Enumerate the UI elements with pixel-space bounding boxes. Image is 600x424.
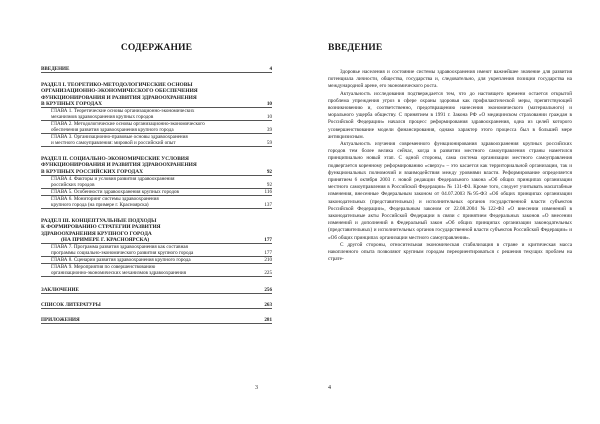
chapter-row: ГЛАВА 5. Особенности здравоохранения крупных городов 116 xyxy=(41,189,272,196)
toc-section-1 xyxy=(41,82,272,147)
chapter-line: ГЛАВА 7. Программа развития здравоохранения как составная xyxy=(51,244,188,251)
chapter-line: ГЛАВА 9. Мероприятия по совершенствованию xyxy=(51,264,156,271)
right-page xyxy=(300,0,600,424)
page-number: 4 xyxy=(328,385,331,391)
chapter-row: крупного города (на примере г. Красноярска) 137 xyxy=(41,202,272,209)
chapter-row: российских городов 92 xyxy=(41,182,272,189)
paragraph: Здоровье населения и состояние системы здравоохранения имеют важнейшее значение для развития потенциала личности, общества, государства и, следовательно, для укрепления позиции государства на международной арене, его экономического роста. xyxy=(328,69,572,90)
chapter-line: ГЛАВА 2. Методологические основы организационно-экономического xyxy=(51,121,205,128)
toc-chapter[interactable] xyxy=(41,189,272,196)
table-of-contents xyxy=(41,65,272,324)
section-title: РАЗДЕЛ III. КОНЦЕПТУАЛЬНЫЕ ПОДХОДЫ xyxy=(41,218,157,225)
section-title: ЗДРАВООХРАНЕНИЯ КРУПНОГО ГОРОДА xyxy=(41,230,152,237)
section-title: РАЗДЕЛ II. СОЦИАЛЬНО-ЭКОНОМИЧЕСКИЕ УСЛОВИЯ xyxy=(41,156,189,163)
chapter-row: ГЛАВА 8. Сценарии развития здравоохранения крупного города 210 xyxy=(41,257,272,264)
page-number: 3 xyxy=(255,385,258,391)
paragraph: С другой стороны, относительная экономическая стабилизация в стране и критическая масса накопленного опыта позволяют крупным городам переориентироваться с решения текущих проблем на страте- xyxy=(328,241,572,263)
toc-chapter[interactable] xyxy=(41,108,272,121)
section-title: ФУНКЦИОНИРОВАНИЯ И РАЗВИТИЯ ЗДРАВООХРАНЕНИЯ xyxy=(41,94,197,101)
toc-bottom-rows xyxy=(41,286,272,324)
toc-chapter[interactable] xyxy=(41,257,272,264)
chapter-row: программы социально-экономического развития крупного города 177 xyxy=(41,250,272,257)
toc-row-section[interactable]: В КРУПНЫХ ГОРОДАХ 10 xyxy=(41,100,272,108)
toc-chapter[interactable] xyxy=(41,196,272,209)
chapter-line: ГЛАВА 1. Теоретические основы организационно-экономических xyxy=(51,108,195,115)
section-title: ОРГАНИЗАЦИОННО-ЭКОНОМИЧЕСКОГО ОБЕСПЕЧЕНИЯ xyxy=(41,88,198,95)
chapter-row: обеспечения развития здравоохранения крупного города 39 xyxy=(41,127,272,134)
chapter-row: организационно-экономических механизмов здравоохранения 225 xyxy=(41,270,272,277)
toc-row-section[interactable]: (НА ПРИМЕРЕ Г. КРАСНОЯРСКА) 177 xyxy=(41,237,272,244)
toc-chapter[interactable] xyxy=(41,176,272,189)
toc-heading: СОДЕРЖАНИЕ xyxy=(120,42,193,53)
chapter-line: ГЛАВА 6. Мониторинг системы здравоохранения xyxy=(51,196,159,203)
toc-chapter[interactable] xyxy=(41,264,272,277)
introduction-heading: ВВЕДЕНИЕ xyxy=(328,42,383,53)
introduction-body xyxy=(328,69,572,263)
paragraph: Актуальность исследования подтверждается тем, что до настоящего времени остается открытой проблема упреждения угроз в сфере охраны здоровья как профилактической меры, препятствующей возникновению и, соответственно, предотвращению нанесения экономического (материального) и морального ущерба обществу. С принятием в 1991 г. Закона РФ «О медицинском страховании граждан в Российской Федерации» начался процесс реформирования здравоохранения, одна из целей которого усовершенствование модели финансирования, однако характер этого процесса был в большей мере антикризисным. xyxy=(328,90,572,140)
toc-row-section[interactable]: В КРУПНЫХ РОССИЙСКИХ ГОРОДАХ 92 xyxy=(41,168,272,176)
section-title: К ФОРМИРОВАНИЮ СТРАТЕГИИ РАЗВИТИЯ xyxy=(41,224,161,231)
chapter-line: ГЛАВА 4. Факторы и условия развития здравоохранения xyxy=(51,176,175,183)
paragraph: Актуальность изучения современного функционирования здравоохранения крупных российских городов тем более велика сейчас, когда в развитии местного самоуправления страны наметился принципиально новый этап. С одной стороны, сама система организации местного самоуправления подвергается коренному реформированию «сверху» – это касается как территориальной организации, так и функциональных полномочий и взаимодействия между уровнями власти. Реформирование определяется принятием 6 октября 2003 г. новой редакции Федерального закона «Об общих принципах организации местного самоуправления в Российской Федерации» № 131-ФЗ. Кроме того, следует учитывать масштабные изменения, внесенные Федеральным законом от 04.07.2003 №95-ФЗ «Об общих принципах организации законодательных (представительных) и исполнительных органов государственной власти субъектов Российской Федерации», Федеральным законом от 22.08.2004 №122-ФЗ «О внесении изменений в законодательные акты Российской Федерации в связи с принятием Федеральных законов «О внесении изменений и дополнений в Федеральный закон «Об общих принципах организации законодательных (представительных) и исполнительных органов государственной власти субъектов Российской Федерации» и «Об общих принципах организации местного самоуправления». xyxy=(328,141,572,241)
toc-section-2 xyxy=(41,156,272,209)
toc-chapter[interactable] xyxy=(41,244,272,257)
chapter-row: и местного самоуправления: мировой и российский опыт 59 xyxy=(41,140,272,147)
chapter-row: механизмов здравоохранения крупных городов 10 xyxy=(41,114,272,121)
toc-section-3 xyxy=(41,218,272,277)
toc-chapter[interactable] xyxy=(41,121,272,134)
toc-row-references[interactable]: СПИСОК ЛИТЕРАТУРЫ 263 xyxy=(41,302,272,309)
section-title: РАЗДЕЛ I. ТЕОРЕТИКО-МЕТОДОЛОГИЧЕСКИЕ ОСНОВЫ xyxy=(41,82,193,88)
toc-row-introduction[interactable]: ВВЕДЕНИЕ 4 xyxy=(41,66,272,72)
toc-chapter[interactable] xyxy=(41,134,272,147)
section-title: ФУНКЦИОНИРОВАНИЯ И РАЗВИТИЯ ЗДРАВООХРАНЕНИЯ xyxy=(41,162,197,169)
toc-row-conclusion[interactable]: ЗАКЛЮЧЕНИЕ 256 xyxy=(41,287,272,294)
toc-row-appendices[interactable]: ПРИЛОЖЕНИЯ 281 xyxy=(41,317,272,324)
chapter-line: ГЛАВА 3. Организационно-правовые основы здравоохранения xyxy=(51,134,188,141)
